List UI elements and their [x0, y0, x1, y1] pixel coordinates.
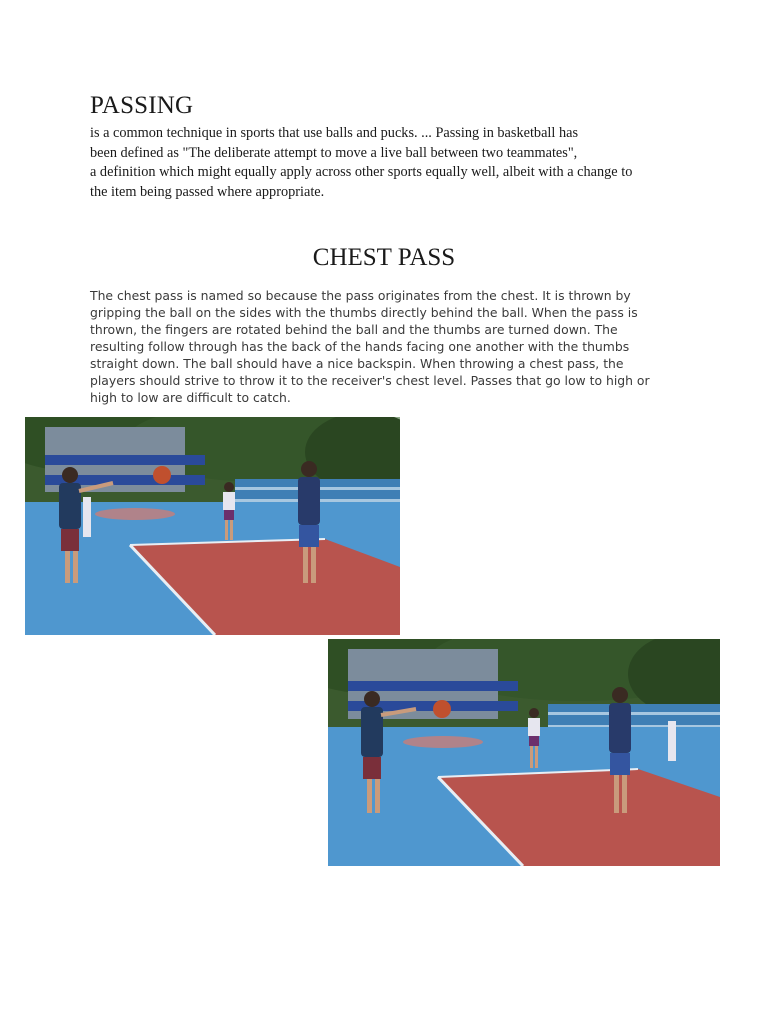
passing-line: a definition which might equally apply across other sports equally well, albeit with a change to — [90, 164, 633, 181]
passing-paragraph — [90, 124, 690, 202]
passing-line: been defined as "The deliberate attempt to move a live ball between two teammates", — [90, 144, 578, 161]
chest-pass-photo-2 — [328, 639, 720, 866]
passing-heading: PASSING — [90, 92, 194, 119]
chest-pass-paragraph — [90, 287, 680, 406]
chest-pass-line: thrown, the fingers are rotated behind the ball and the thumbs are turned down. The — [90, 322, 618, 337]
chest-pass-line: straight down. The ball should have a nice backspin. When throwing a chest pass, the — [90, 356, 624, 371]
chest-pass-line: gripping the ball on the sides with the thumbs directly behind the ball. When the pass is — [90, 305, 638, 320]
chest-pass-line: high to low are difficult to catch. — [90, 390, 291, 405]
passing-line: the item being passed where appropriate. — [90, 183, 325, 200]
chest-pass-photo-1 — [25, 417, 400, 635]
chest-pass-heading: CHEST PASS — [312, 244, 456, 271]
chest-pass-line: players should strive to throw it to the receiver's chest level. Passes that go low to high or — [90, 373, 650, 388]
passing-line: is a common technique in sports that use balls and pucks. ... Passing in basketball has — [90, 125, 579, 141]
chest-pass-line: resulting follow through has the back of the hands facing one another with the thumbs — [90, 339, 630, 354]
chest-pass-line: The chest pass is named so because the pass originates from the chest. It is thrown by — [90, 288, 631, 303]
